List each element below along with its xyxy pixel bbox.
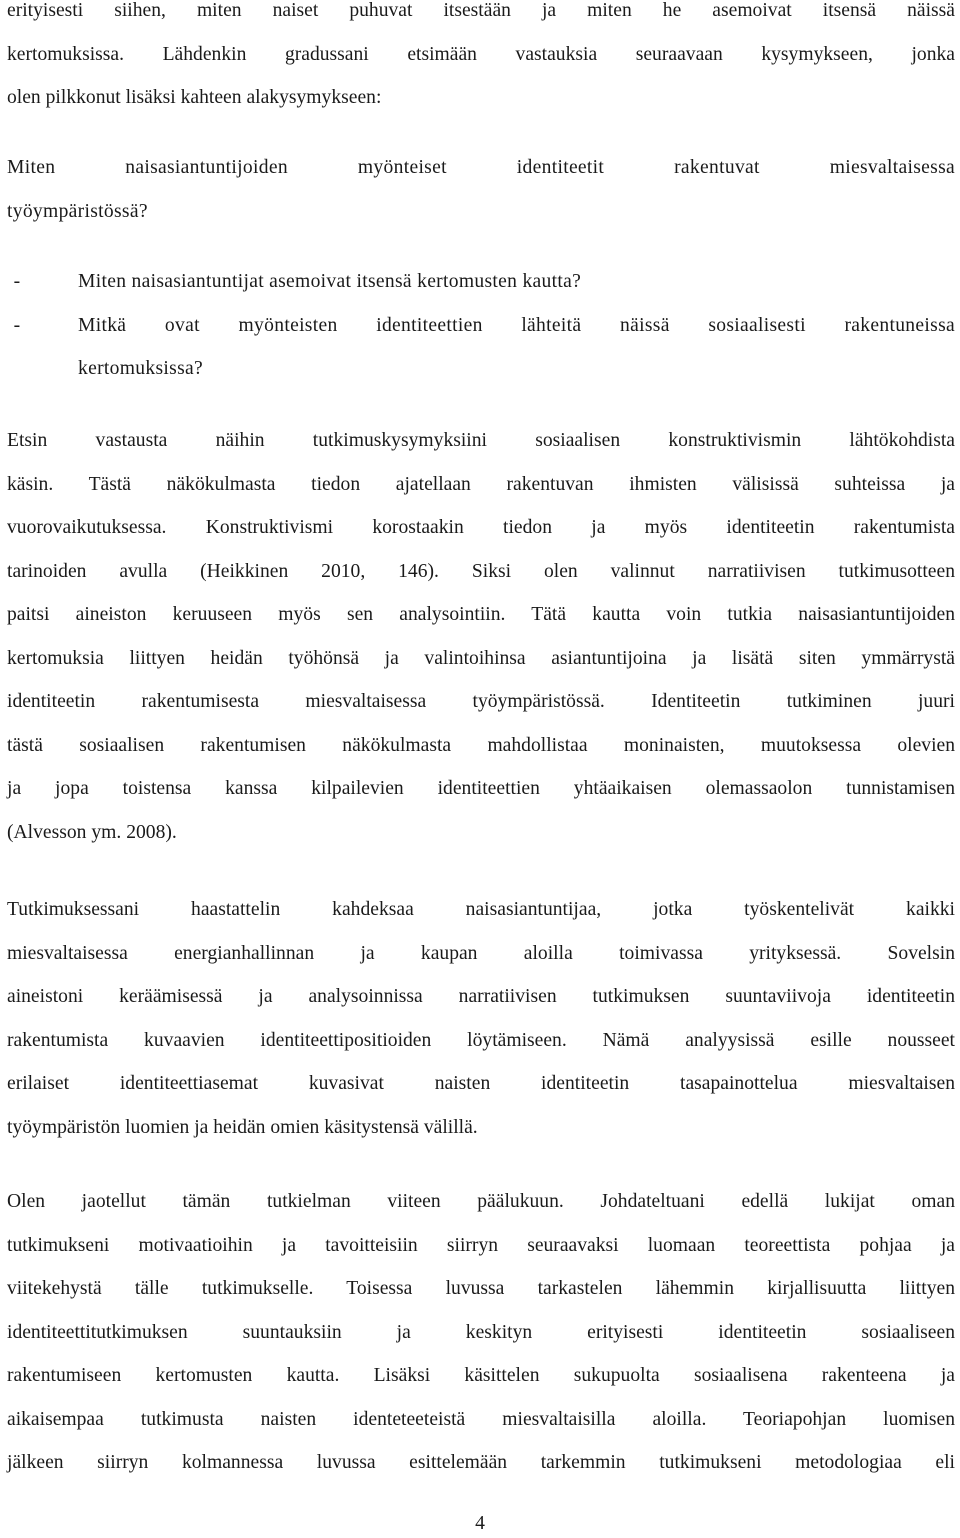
text-line: vuorovaikutuksessa. Konstruktivismi korostaakin tiedon ja myös identiteetin rakentumista — [7, 517, 955, 538]
paragraph-method — [7, 419, 955, 854]
page-number: 4 — [475, 1513, 485, 1534]
text-line: Miten naisasiantuntijoiden myönteiset identiteetit rakentuvat miesvaltaisessa — [7, 157, 955, 178]
text-line: Tutkimuksessani haastattelin kahdeksaa naisasiantuntijaa, jotka työskentelivät kaikki — [7, 899, 955, 920]
research-question — [7, 146, 955, 233]
text-line: Mitkä ovat myönteisten identiteettien lähteitä näissä sosiaalisesti rakentuneissa — [78, 314, 955, 336]
text-line: miesvaltaisessa energianhallinnan ja kaupan aloilla toimivassa yrityksessä. Sovelsin — [7, 942, 955, 964]
text-line: olen pilkkonut lisäksi kahteen alakysymykseen: — [7, 87, 382, 108]
text-line: identiteettitutkimuksen suuntauksiin ja keskityn erityisesti identiteetin sosiaaliseen — [7, 1321, 955, 1343]
text-line: rakentumista kuvaavien identiteettipositioiden löytämiseen. Nämä analyysissä esille nousseet — [7, 1029, 955, 1051]
text-line: (Alvesson ym. 2008). — [7, 821, 177, 843]
text-line: tarinoiden avulla (Heikkinen 2010, 146). Siksi olen valinnut narratiivisen tutkimusotteen — [7, 560, 955, 582]
paragraph-structure — [7, 1180, 955, 1485]
subquestion-list — [7, 260, 955, 391]
text-line: käsin. Tästä näkökulmasta tiedon ajatellaan rakentuvan ihmisten välisissä suhteissa ja — [7, 473, 955, 495]
text-line: kertomuksissa? — [78, 358, 204, 379]
text-line: aikaisempaa tutkimusta naisten identeteeteistä miesvaltaisilla aloilla. Teoriapohjan luomisen — [7, 1408, 955, 1430]
text-line: työympäristössä? — [7, 200, 148, 222]
text-line: jälkeen siirryn kolmannessa luvussa esittelemään tarkemmin tutkimukseni metodologiaa eli — [7, 1452, 955, 1473]
text-line: ja jopa toistensa kanssa kilpailevien identiteettien yhtäaikaisen olemassaolon tunnistamisen — [7, 778, 955, 799]
text-line: Olen jaotellut tämän tutkielman viiteen päälukuun. Johdateltuani edellä lukijat oman — [7, 1191, 955, 1212]
text-line: rakentumiseen kertomusten kautta. Lisäksi käsittelen sukupuolta sosiaalisena rakenteena ja — [7, 1365, 955, 1386]
text-line: tutkimukseni motivaatioihin ja tavoitteisiin siirryn seuraavaksi luomaan teoreettista pohjaa ja — [7, 1234, 955, 1256]
text-line: kertomuksissa. Lähdenkin gradussani etsimään vastauksia seuraavaan kysymykseen, jonka — [7, 43, 955, 65]
paragraph-study — [7, 888, 955, 1149]
subquestion-item — [7, 260, 955, 304]
text-line: työympäristön luomien ja heidän omien käsitystensä välillä. — [7, 1116, 478, 1138]
subquestion-item — [7, 304, 955, 391]
text-line: kertomuksia liittyen heidän työhönsä ja valintoihinsa asiantuntijoina ja lisätä siten ymmärrystä — [7, 647, 955, 669]
text-line: erityisesti siihen, miten naiset puhuvat itsestään ja miten he asemoivat itsensä näissä — [7, 0, 955, 21]
text-line: paitsi aineiston keruuseen myös sen analysointiin. Tätä kautta voin tutkia naisasiantuntijoiden — [7, 604, 955, 625]
text-line: Miten naisasiantuntijat asemoivat itsensä kertomusten kautta? — [78, 271, 582, 292]
dash-marker: - — [13, 271, 21, 292]
paragraph-intro — [7, 0, 955, 120]
text-line: identiteetin rakentumisesta miesvaltaisessa työympäristössä. Identiteetin tutkiminen juuri — [7, 691, 955, 712]
text-line: tästä sosiaalisen rakentumisen näkökulmasta mahdollistaa moninaisten, muutoksessa olevien — [7, 734, 955, 756]
text-line: erilaiset identiteettiasemat kuvasivat naisten identiteetin tasapainottelua miesvaltaisen — [7, 1073, 955, 1094]
text-line: Etsin vastausta näihin tutkimuskysymyksiini sosiaalisen konstruktivismin lähtökohdista — [7, 430, 955, 451]
text-line: aineistoni keräämisessä ja analysoinnissa narratiivisen tutkimuksen suuntaviivoja identiteetin — [7, 986, 955, 1007]
text-line: viitekehystä tälle tutkimukselle. Toisessa luvussa tarkastelen lähemmin kirjallisuutta liittyen — [7, 1278, 955, 1299]
dash-marker: - — [13, 314, 21, 336]
